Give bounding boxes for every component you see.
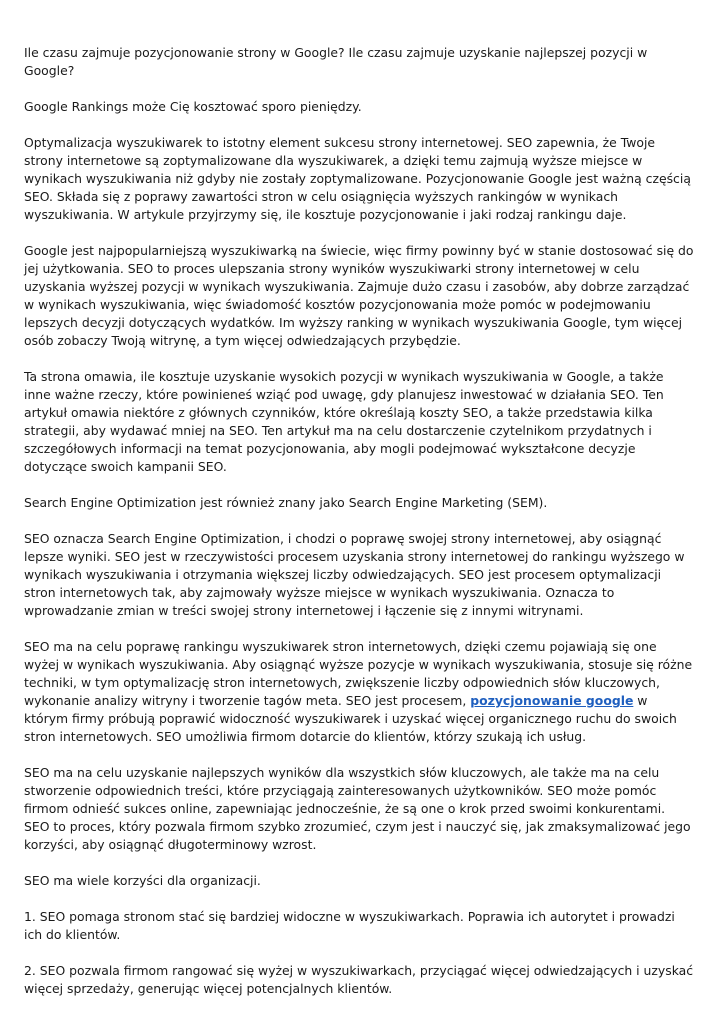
paragraph-google-popular bbox=[24, 242, 694, 350]
paragraph-optimization bbox=[24, 134, 694, 224]
paragraph-text: Search Engine Optimization jest również znany jako Search Engine Marketing (SEM). bbox=[24, 495, 548, 510]
paragraph-text: SEO ma wiele korzyści dla organizacji. bbox=[24, 873, 261, 888]
paragraph-text: 2. SEO pozwala firmom rangować się wyżej w wyszukiwarkach, przyciągać więcej odwiedzających i uzyskać więcej sprzedaży, generując więcej potencjalnych klientów. bbox=[24, 963, 694, 996]
pozycjonowanie-google-link[interactable]: pozycjonowanie google bbox=[470, 693, 634, 708]
paragraph-page-overview bbox=[24, 368, 694, 476]
paragraph-intro-question bbox=[24, 44, 694, 80]
paragraph-text: Ta strona omawia, ile kosztuje uzyskanie wysokich pozycji w wynikach wyszukiwania w Google, a także inne ważne rzeczy, które powinieneś wziąć pod uwagę, gdy planujesz inwestować w działania SEO. Ten artykuł omawia niektóre z głównych czynników, które określają koszty SEO, a także przedstawia kilka strategii, aby wydawać mniej na SEO. Ten artykuł ma na celu dostarczenie czytelnikom przydatnych i szczegółowych informacji na temat pozycjonowania, aby mogli podejmować wykształcone decyzje dotyczące swoich kampanii SEO. bbox=[24, 369, 664, 474]
paragraph-rankings-cost bbox=[24, 98, 694, 116]
paragraph-text: SEO ma na celu uzyskanie najlepszych wyników dla wszystkich słów kluczowych, ale także ma na celu stworzenie odpowiednich treści, które przyciągają zainteresowanych użytkowników. SEO może pomóc firmom odnieść sukces online, zapewniając jednocześnie, że są one o krok przed swoimi konkurentami. SEO to proces, który pozwala firmom szybko zrozumieć, czym jest i nauczyć się, jak zmaksymalizować jego korzyści, aby osiągnąć długoterminowy wzrost. bbox=[24, 765, 691, 852]
paragraph-sem bbox=[24, 494, 694, 512]
paragraph-text: Ile czasu zajmuje pozycjonowanie strony w Google? Ile czasu zajmuje uzyskanie najlepszej pozycji w Google? bbox=[24, 45, 648, 78]
paragraph-text-after-link: w którym firmy próbują poprawić widoczność wyszukiwarek i uzyskać więcej organicznego ruchu do swoich stron internetowych. SEO umożliwia firmom dotarcie do klientów, którzy szukają ich usług. bbox=[24, 693, 677, 744]
paragraph-text-before-link: SEO ma na celu poprawę rankingu wyszukiwarek stron internetowych, dzięki czemu pojawiają się one wyżej w wynikach wyszukiwania. Aby osiągnąć wyższe pozycje w wynikach wyszukiwania, stosuje się różne techniki, w tym optymalizację stron internetowych, zwiększenie liczby odpowiednich słów kluczowych, wykonanie analizy witryny i tworzenie tagów meta. SEO jest procesem, bbox=[24, 639, 693, 708]
paragraph-text: Optymalizacja wyszukiwarek to istotny element sukcesu strony internetowej. SEO zapewnia, że Twoje strony internetowe są zoptymalizowane dla wyszukiwarek, a dzięki temu zajmują wyższe miejsce w wynikach wyszukiwania niż gdyby nie zostały zoptymalizowane. Pozycjonowanie Google jest ważną częścią SEO. Składa się z poprawy zawartości stron w celu osiągnięcia wyższych rankingów w wynikach wyszukiwania. W artykule przyjrzymy się, ile kosztuje pozycjonowanie i jaki rodzaj rankingu daje. bbox=[24, 135, 691, 222]
paragraph-benefits-heading bbox=[24, 872, 694, 890]
paragraph-seo-goal-with-link bbox=[24, 638, 694, 746]
list-item-benefit-2 bbox=[24, 962, 694, 998]
paragraph-best-results bbox=[24, 764, 694, 854]
paragraph-text: Google Rankings może Cię kosztować sporo pieniędzy. bbox=[24, 99, 362, 114]
paragraph-text: Google jest najpopularniejszą wyszukiwarką na świecie, więc firmy powinny być w stanie dostosować się do jej użytkowania. SEO to proces ulepszania strony wyników wyszukiwarki strony internetowej w celu uzyskania wyższej pozycji w wynikach wyszukiwania. Zajmuje dużo czasu i zasobów, aby dobrze zarządzać w wynikach wyszukiwania, więc świadomość kosztów pozycjonowania może pomóc w podejmowaniu lepszych decyzji dotyczących wydatków. Im wyższy ranking w wynikach wyszukiwania Google, tym więcej osób zobaczy Twoją witrynę, a tym więcej odwiedzających przybędzie. bbox=[24, 243, 694, 348]
paragraph-text: 1. SEO pomaga stronom stać się bardziej widoczne w wyszukiwarkach. Poprawia ich autorytet i prowadzi ich do klientów. bbox=[24, 909, 675, 942]
paragraph-text: SEO oznacza Search Engine Optimization, i chodzi o poprawę swojej strony internetowej, aby osiągnąć lepsze wyniki. SEO jest w rzeczywistości procesem uzyskania strony internetowej do rankingu wyższego w wynikach wyszukiwania i otrzymania większej liczby odwiedzających. SEO jest procesem optymalizacji stron internetowych tak, aby zajmowały wyższe miejsce w wynikach wyszukiwania. Oznacza to wprowadzanie zmian w treści swojej strony internetowej i łączenie się z innymi witrynami. bbox=[24, 531, 685, 618]
paragraph-seo-definition bbox=[24, 530, 694, 620]
list-item-benefit-1 bbox=[24, 908, 694, 944]
